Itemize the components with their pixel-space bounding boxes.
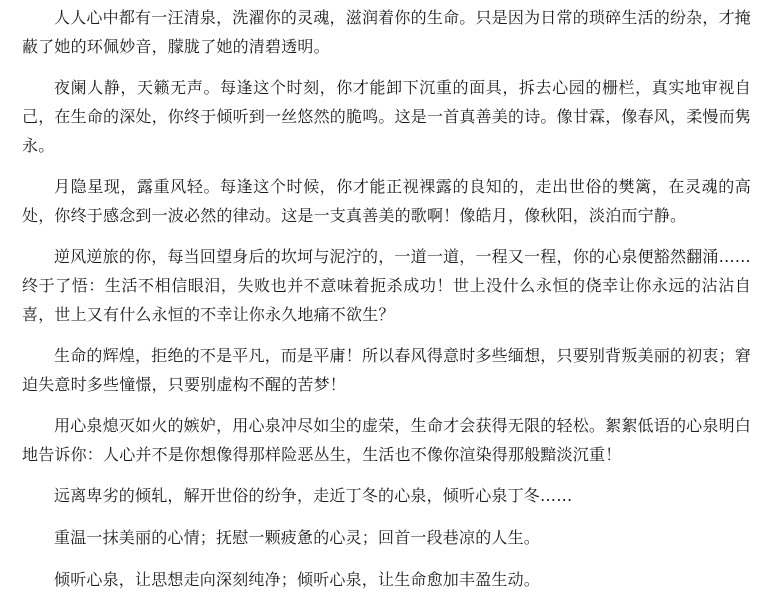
- paragraph-5: 生命的辉煌，拒绝的不是平凡，而是平庸！所以春风得意时多些缅想，只要别背叛美丽的初衷；窘迫失意时多些憧憬，只要别虚构不醒的苦梦！: [22, 346, 751, 394]
- paragraph-3: 月隐星现，露重风轻。每逢这个时候，你才能正视裸露的良知的，走出世俗的樊篱，在灵魂的高处，你终于感念到一波必然的律动。这是一支真善美的歌啊！像皓月，像秋阳，淡泊而宁静。: [22, 177, 751, 225]
- paragraph-7: 远离卑劣的倾轧，解开世俗的纷争，走近丁冬的心泉，倾听心泉丁冬……: [54, 486, 573, 505]
- paragraph-1: 人人心中都有一汪清泉，洗濯你的灵魂，滋润着你的生命。只是因为日常的琐碎生活的纷杂，才掩蔽了她的环佩妙音，朦胧了她的清碧透明。: [22, 8, 751, 56]
- paragraph-4: 逆风逆旅的你，每当回望身后的坎坷与泥泞的，一道一道，一程又一程，你的心泉便豁然翻涌……终于了悟：生活不相信眼泪，失败也并不意味着扼杀成功！世上没什么永恒的侥幸让你永远的沾沾自喜，世上又有什么永恒的不幸让你永久地痛不欲生？: [22, 247, 751, 324]
- paragraph-2: 夜阑人静，天籁无声。每逢这个时刻，你才能卸下沉重的面具，拆去心园的栅栏，真实地审视自己，在生命的深处，你终于倾听到一丝悠然的脆鸣。这是一首真善美的诗。像甘霖，像春风，柔慢而隽永。: [22, 78, 752, 155]
- paragraph-6: 用心泉熄灭如火的嫉妒，用心泉冲尽如尘的虚荣，生命才会获得无限的轻松。絮絮低语的心泉明白地告诉你：人心并不是你想像得那样险恶丛生，生活也不像你渲染得那般黯淡沉重！: [22, 416, 751, 464]
- paragraph-9: 倾听心泉，让思想走向深刻纯净；倾听心泉，让生命愈加丰盈生动。: [54, 570, 541, 589]
- paragraph-8: 重温一抹美丽的心情；抚慰一颗疲惫的心灵；回首一段巷凉的人生。: [54, 528, 541, 547]
